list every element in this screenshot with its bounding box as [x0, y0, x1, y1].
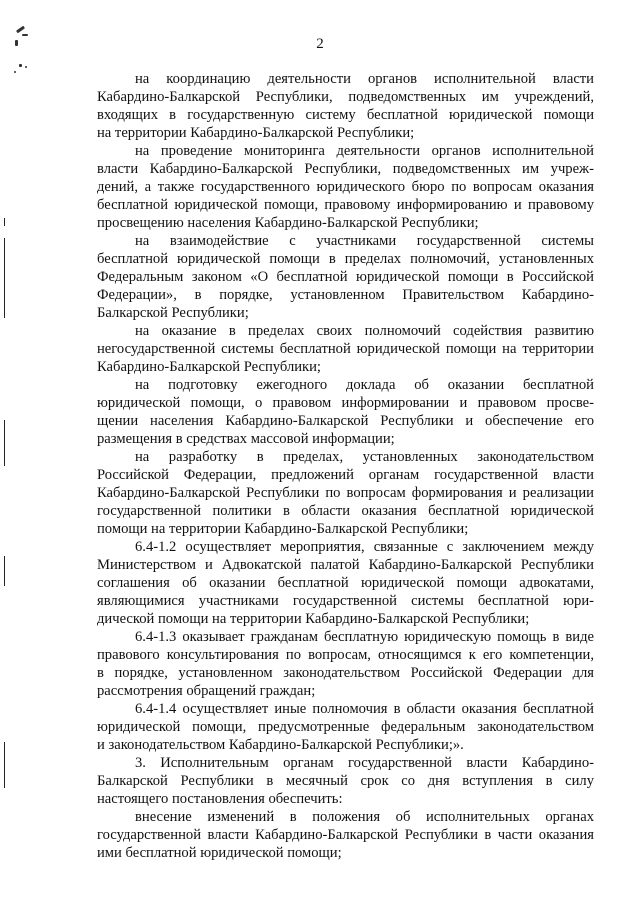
paragraph-line: помощи на территории Кабардино-Балкарской Республики; [97, 521, 469, 537]
scan-artifact-mark [14, 71, 16, 73]
paragraph-line: на взаимодействие с участниками государственной системы [135, 233, 594, 249]
paragraph-line: государственной власти Кабардино-Балкарской Республики в части оказания [97, 827, 594, 843]
paragraph-line: правового консультирования по вопросам, относящимся к его компетенции, [97, 647, 594, 663]
paragraph-line: власти Кабардино-Балкарской Республики, подведомственных им учреж- [97, 161, 594, 177]
punch-line-mark [4, 218, 5, 226]
paragraph [97, 448, 594, 538]
paragraph-line: бесплатной юридической помощи, правовому информированию и правовому [97, 197, 594, 213]
paragraph-line: на подготовку ежегодного доклада об оказании бесплатной [135, 377, 594, 393]
punch-line-mark [4, 420, 5, 466]
page-number: 2 [316, 36, 324, 52]
punch-line-mark [4, 238, 5, 318]
paragraph-line: 6.4-1.4 осуществляет иные полномочия в области оказания бесплатной [135, 701, 594, 717]
paragraph-line: входящих в государственную систему бесплатной юридической помощи [97, 107, 594, 123]
paragraph [97, 700, 594, 754]
document-body [97, 70, 594, 862]
paragraph-line: являющимися участниками государственной системы бесплатной юри- [97, 593, 594, 609]
paragraph-line: на оказание в пределах своих полномочий содействия развитию [135, 323, 594, 339]
paragraph [97, 70, 594, 142]
paragraph [97, 538, 594, 628]
paragraph-line: на территории Кабардино-Балкарской Республики; [97, 125, 415, 141]
paragraph-line: юридической помощи, о правовом информировании и правовом просве- [97, 395, 594, 411]
paragraph [97, 376, 594, 448]
paragraph-line: Федеральным законом «О бесплатной юридической помощи в Российской [97, 269, 594, 285]
paragraph-line: и законодательством Кабардино-Балкарской Республики;». [97, 737, 464, 753]
paragraph-line: Российской Федерации, предложений органам государственной власти [97, 467, 594, 483]
paragraph-line: 6.4-1.3 оказывает гражданам бесплатную юридическую помощь в виде [135, 629, 594, 645]
paragraph-line: Кабардино-Балкарской Республики; [97, 359, 321, 375]
scan-artifact-mark [19, 64, 22, 67]
paragraph-line: бесплатной юридической помощи в пределах полномочий, установленных [97, 251, 594, 267]
paragraph-line: рассмотрения обращений граждан; [97, 683, 316, 699]
paragraph-line: на разработку в пределах, установленных законодательством [135, 449, 594, 465]
paragraph [97, 808, 594, 862]
paragraph [97, 142, 594, 232]
paragraph [97, 232, 594, 322]
paragraph-line: на координацию деятельности органов исполнительной власти [135, 71, 594, 87]
paragraph [97, 322, 594, 376]
paragraph-line: в порядке, установленном законодательством Российской Федерации для [97, 665, 594, 681]
paragraph-line: Кабардино-Балкарской Республики по вопросам формирования и реализации [97, 485, 594, 501]
paragraph [97, 628, 594, 700]
paragraph-line: негосударственной системы бесплатной юридической помощи на территории [97, 341, 594, 357]
paragraph-line: внесение изменений в положения об исполнительных органах [135, 809, 594, 825]
paragraph-line: щении населения Кабардино-Балкарской Республики и обеспечение его [97, 413, 594, 429]
paragraph-line: просвещению населения Кабардино-Балкарской Республики; [97, 215, 479, 231]
paragraph-line: настоящего постановления обеспечить: [97, 791, 343, 807]
paragraph-line: дической помощи на территории Кабардино-Балкарской Республики; [97, 611, 530, 627]
paragraph-line: Балкарской Республики в месячный срок со дня вступления в силу [97, 773, 594, 789]
paragraph-line: Кабардино-Балкарской Республики, подведомственных им учреждений, [97, 89, 594, 105]
paragraph-line: соглашения об оказании бесплатной юридической помощи адвокатами, [97, 575, 594, 591]
paragraph-line: юридической помощи, предусмотренные федеральным законодательством [97, 719, 594, 735]
paragraph-line: государственной политики в области оказания бесплатной юридической [97, 503, 594, 519]
paragraph-line: Министерством и Адвокатской палатой Кабардино-Балкарской Республики [97, 557, 594, 573]
punch-line-mark [4, 742, 5, 788]
punch-line-mark [4, 556, 5, 586]
paragraph-line: размещения в средствах массовой информации; [97, 431, 395, 447]
paragraph-line: дений, а также государственного юридического бюро по вопросам оказания [97, 179, 594, 195]
paragraph-line: Балкарской Республики; [97, 305, 249, 321]
paragraph [97, 754, 594, 808]
paragraph-line: 6.4-1.2 осуществляет мероприятия, связанные с заключением между [135, 539, 594, 555]
paragraph-line: Федерации», в порядке, установленном Правительством Кабардино- [97, 287, 594, 303]
scan-artifact-mark [25, 66, 27, 68]
paragraph-line: 3. Исполнительным органам государственной власти Кабардино- [135, 755, 594, 771]
paragraph-line: на проведение мониторинга деятельности органов исполнительной [135, 143, 594, 159]
scan-artifact-mark [16, 26, 25, 34]
paragraph-line: ими бесплатной юридической помощи; [97, 845, 342, 861]
